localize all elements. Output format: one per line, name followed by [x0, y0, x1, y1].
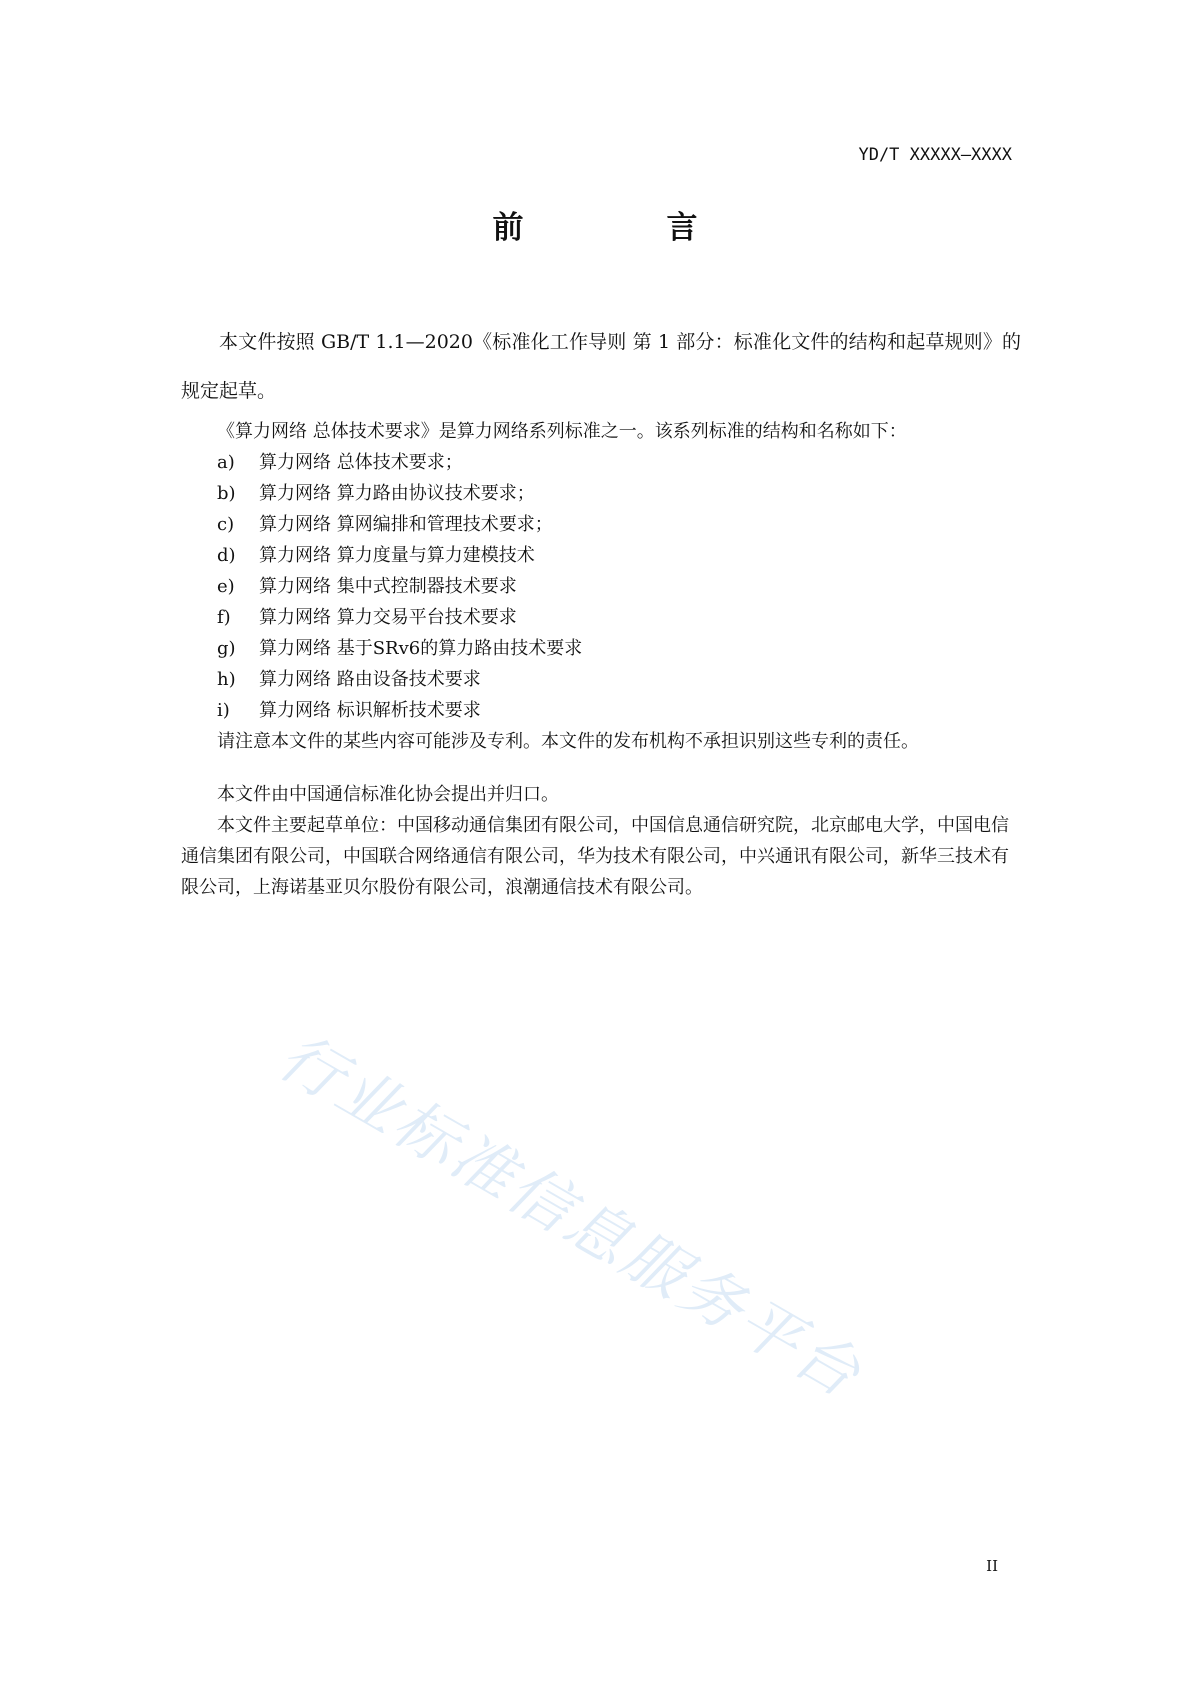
watermark: 行业标准信息服务平台: [267, 1019, 876, 1413]
patent-note: 请注意本文件的某些内容可能涉及专利。本文件的发布机构不承担识别这些专利的责任。: [217, 731, 919, 752]
page-title: 前 言: [492, 210, 754, 246]
foreword-body: [181, 318, 1021, 903]
list-item: [181, 633, 1021, 664]
series-lead-paragraph: 《算力网络 总体技术要求》是算力网络系列标准之一。该系列标准的结构和名称如下：: [217, 421, 907, 442]
list-item-text: 算力网络 算网编排和管理技术要求；: [259, 514, 553, 535]
list-item: [181, 602, 1021, 633]
list-item: [181, 540, 1021, 571]
series-list: [181, 447, 1021, 726]
list-item: [181, 509, 1021, 540]
list-marker: c): [217, 514, 235, 535]
list-item-text: 算力网络 标识解析技术要求: [259, 700, 481, 721]
document-number: YD/T XXXXX—XXXX: [858, 145, 1012, 165]
list-item-text: 算力网络 算力路由协议技术要求；: [259, 483, 535, 504]
list-item-text: 算力网络 算力交易平台技术要求: [259, 607, 517, 628]
proposed-by-paragraph: 本文件由中国通信标准化协会提出并归口。: [217, 784, 559, 805]
list-marker: e): [217, 576, 235, 597]
list-item-text: 算力网络 集中式控制器技术要求: [259, 576, 517, 597]
list-marker: d): [217, 545, 236, 566]
list-marker: b): [217, 483, 236, 504]
list-item: [181, 447, 1021, 478]
paragraph-gap: [181, 757, 1021, 779]
list-marker: g): [217, 638, 236, 659]
list-item-text: 算力网络 总体技术要求；: [259, 452, 463, 473]
list-item-text: 算力网络 算力度量与算力建模技术: [259, 545, 535, 566]
list-marker: f): [217, 607, 231, 628]
list-item: [181, 664, 1021, 695]
drafting-units-paragraph: 本文件主要起草单位：中国移动通信集团有限公司，中国信息通信研究院，北京邮电大学，中国电信通信集团有限公司，中国联合网络通信有限公司，华为技术有限公司，中兴通讯有限公司，新华三技术有限公司，上海诺基亚贝尔股份有限公司，浪潮通信技术有限公司。: [181, 815, 1009, 898]
list-item: [181, 478, 1021, 509]
list-item-text: 算力网络 路由设备技术要求: [259, 669, 481, 690]
list-marker: i): [217, 700, 230, 721]
page-number: II: [986, 1557, 998, 1575]
intro-paragraph: 本文件按照 GB/T 1.1—2020《标准化工作导则 第 1 部分：标准化文件的结构和起草规则》的规定起草。: [181, 331, 1021, 402]
list-marker: h): [217, 669, 236, 690]
list-item-text: 算力网络 基于SRv6的算力路由技术要求: [259, 638, 583, 659]
list-marker: a): [217, 452, 235, 473]
list-item: [181, 571, 1021, 602]
list-item: [181, 695, 1021, 726]
